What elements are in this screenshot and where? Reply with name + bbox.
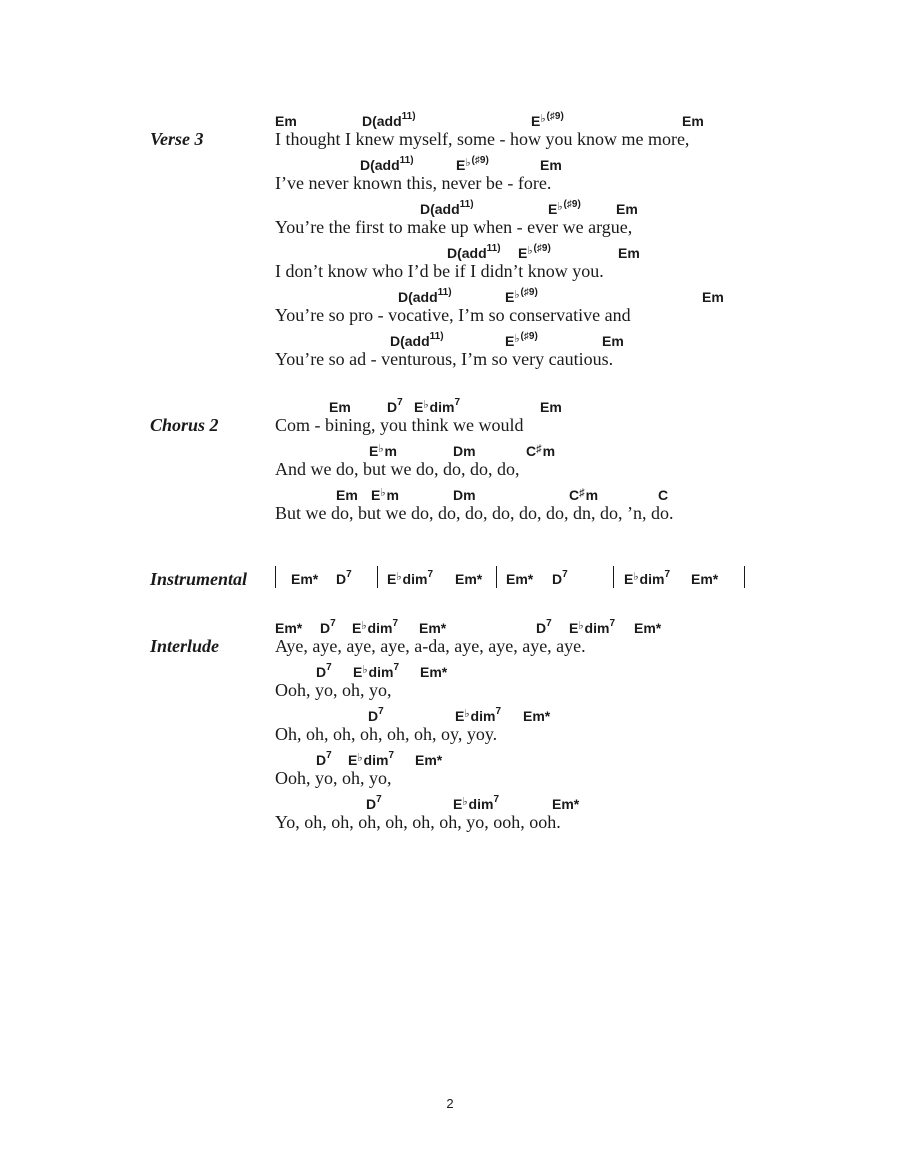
chord: $E^{♭(♯9)}$ bbox=[505, 287, 538, 305]
lyric-line: But we do, but we do, do, do, do, do, do, dn, do, ’n, do. bbox=[275, 503, 674, 523]
barline bbox=[275, 566, 276, 588]
lyric-line: I thought I knew myself, some - how you know me more, bbox=[275, 129, 690, 149]
section-label-instrumental: Instrumental bbox=[150, 569, 248, 589]
chord: Em bbox=[540, 157, 562, 173]
chord: Em* bbox=[420, 664, 448, 680]
lyric-line: I don’t know who I’d be if I didn’t know you. bbox=[275, 261, 604, 281]
chord: Em bbox=[275, 113, 297, 129]
chord: $E^{♭(♯9)}$ bbox=[518, 243, 551, 261]
barline bbox=[496, 566, 497, 588]
chord: Em* bbox=[455, 571, 483, 587]
chord: $D^7$ bbox=[336, 569, 352, 587]
chord: E♭dim$^7$ bbox=[348, 750, 394, 768]
chord: $D^7$ bbox=[316, 750, 332, 768]
chord: $D^7$ bbox=[368, 706, 384, 724]
chord: E♭dim$^7$ bbox=[414, 397, 460, 415]
section-label-verse-3: Verse 3 bbox=[150, 129, 204, 149]
chord: D(add$^{11)}$ bbox=[360, 155, 414, 173]
chord: D(add$^{11)}$ bbox=[390, 331, 444, 349]
chord: E♭dim$^7$ bbox=[453, 794, 499, 812]
chord: E♭dim$^7$ bbox=[387, 569, 433, 587]
lyric-line: You’re so pro - vocative, I’m so conservative and bbox=[275, 305, 631, 325]
lyric-line: You’re the first to make up when - ever we argue, bbox=[275, 217, 633, 237]
chord: Dm bbox=[453, 487, 476, 503]
chord: Em* bbox=[552, 796, 580, 812]
chord: $D^7$ bbox=[387, 397, 403, 415]
chord: Em bbox=[540, 399, 562, 415]
chord: Em* bbox=[275, 620, 303, 636]
chord: E♭m bbox=[369, 443, 397, 459]
chord: D(add$^{11)}$ bbox=[362, 111, 416, 129]
chord: Em* bbox=[419, 620, 447, 636]
chord: Em* bbox=[415, 752, 443, 768]
lyric-line: Oh, oh, oh, oh, oh, oh, oy, yoy. bbox=[275, 724, 498, 744]
section-label-interlude: Interlude bbox=[150, 636, 220, 656]
chord: Em* bbox=[634, 620, 662, 636]
chord: $D^7$ bbox=[316, 662, 332, 680]
chord: $D^7$ bbox=[320, 618, 336, 636]
chord: Em bbox=[616, 201, 638, 217]
chord: Em bbox=[329, 399, 351, 415]
chord: E♭dim$^7$ bbox=[352, 618, 398, 636]
chord: Em* bbox=[691, 571, 719, 587]
lyric-line: I’ve never known this, never be - fore. bbox=[275, 173, 552, 193]
chord: Em bbox=[618, 245, 640, 261]
lyric-line: You’re so ad - venturous, I’m so very cautious. bbox=[275, 349, 614, 369]
chord: E♭dim$^7$ bbox=[455, 706, 501, 724]
chord: $E^{♭(♯9)}$ bbox=[505, 331, 538, 349]
lyric-line: Com - bining, you think we would bbox=[275, 415, 524, 435]
lyric-line: Ooh, yo, oh, yo, bbox=[275, 680, 392, 700]
chord: C bbox=[658, 487, 669, 503]
chord: Em* bbox=[291, 571, 319, 587]
chord: Em* bbox=[523, 708, 551, 724]
chord: E♭dim$^7$ bbox=[624, 569, 670, 587]
chord: $D^7$ bbox=[552, 569, 568, 587]
section-label-chorus-2: Chorus 2 bbox=[150, 415, 219, 435]
lyric-line: And we do, but we do, do, do, do, bbox=[275, 459, 520, 479]
chord: $E^{♭(♯9)}$ bbox=[456, 155, 489, 173]
chord: D(add$^{11)}$ bbox=[420, 199, 474, 217]
lyric-line: Aye, aye, aye, aye, a-da, aye, aye, aye, aye. bbox=[275, 636, 586, 656]
lyric-line: Ooh, yo, oh, yo, bbox=[275, 768, 392, 788]
chord: E♭m bbox=[371, 487, 399, 503]
barline bbox=[377, 566, 378, 588]
barline bbox=[744, 566, 745, 588]
chord: $E^{♭(♯9)}$ bbox=[548, 199, 581, 217]
chord: Em bbox=[682, 113, 704, 129]
chord: Em* bbox=[506, 571, 534, 587]
chord: D(add$^{11)}$ bbox=[398, 287, 452, 305]
chord: Dm bbox=[453, 443, 476, 459]
chord: $D^7$ bbox=[366, 794, 382, 812]
chord: Em bbox=[602, 333, 624, 349]
page-number: 2 bbox=[446, 1096, 454, 1111]
chord: C♯m bbox=[569, 487, 599, 503]
chord: C♯m bbox=[526, 443, 556, 459]
chord: Em bbox=[336, 487, 358, 503]
chord: D(add$^{11)}$ bbox=[447, 243, 501, 261]
chord: E♭dim$^7$ bbox=[569, 618, 615, 636]
chord: E♭dim$^7$ bbox=[353, 662, 399, 680]
lyric-line: Yo, oh, oh, oh, oh, oh, oh, yo, ooh, ooh. bbox=[275, 812, 561, 832]
chord: Em bbox=[702, 289, 724, 305]
barline bbox=[613, 566, 614, 588]
chord: $E^{♭(♯9)}$ bbox=[531, 111, 564, 129]
chord: $D^7$ bbox=[536, 618, 552, 636]
